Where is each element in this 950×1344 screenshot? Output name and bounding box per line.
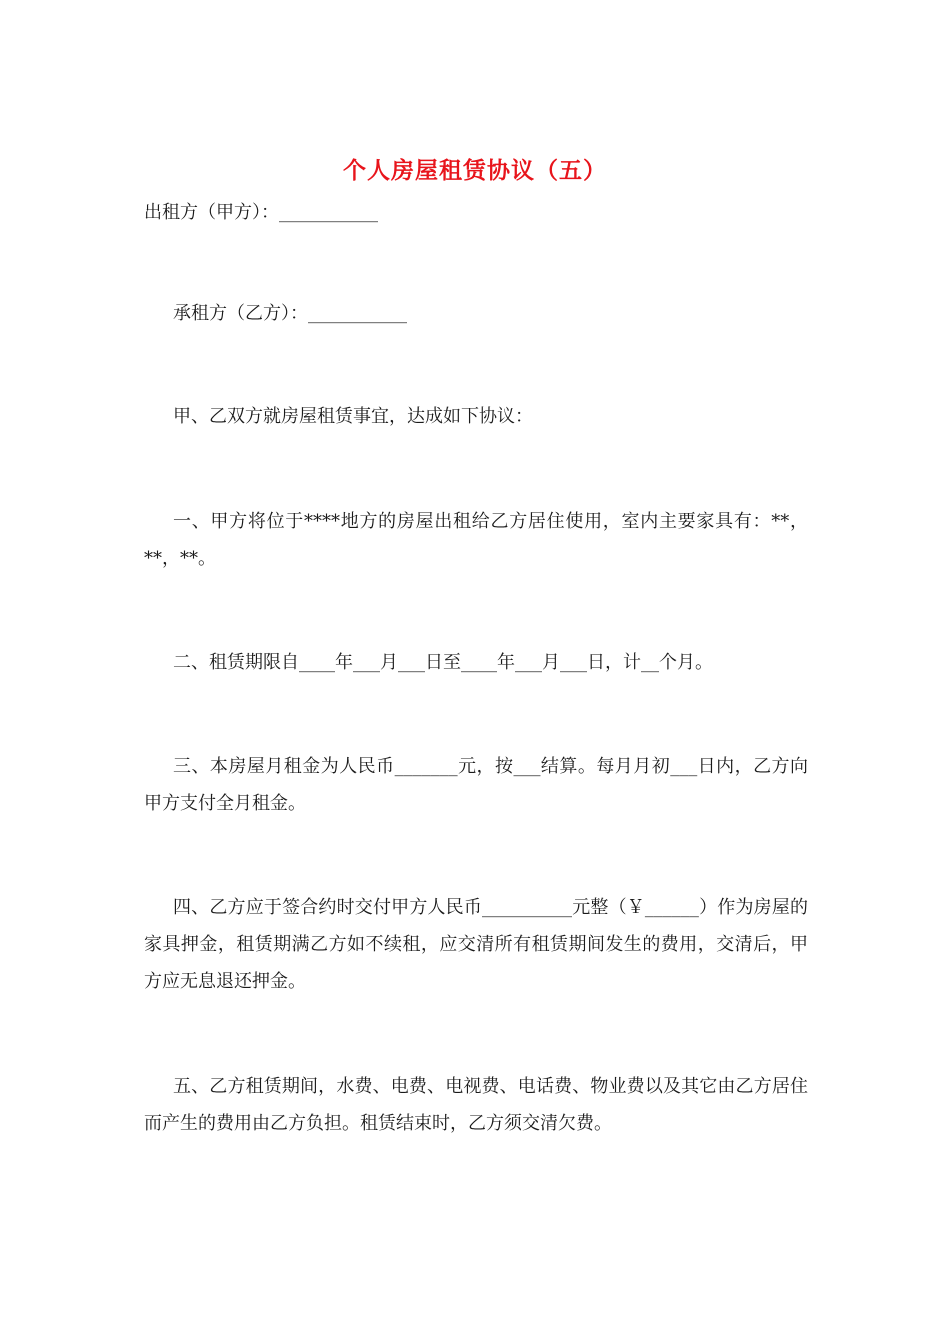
clause-5: 五、乙方租赁期间，水费、电费、电视费、电话费、物业费以及其它由乙方居住而产生的费用由乙方负担。租赁结束时，乙方须交清欠费。 — [144, 1076, 808, 1134]
clause-4: 四、乙方应于签合约时交付甲方人民币__________元整（￥______）作为房屋的家具押金，租赁期满乙方如不续租，应交清所有租赁期间发生的费用，交清后，甲方应无息退还押金。 — [144, 897, 808, 992]
lessor-line: 出租方（甲方）：___________ — [144, 202, 378, 223]
agreement-intro: 甲、乙双方就房屋租赁事宜，达成如下协议： — [173, 406, 533, 427]
clause-3: 三、本房屋月租金为人民币_______元，按___结算。每月月初___日内，乙方向甲方支付全月租金。 — [144, 756, 808, 814]
document-title: 个人房屋租赁协议（五） — [343, 157, 607, 184]
lessee-line: 承租方（乙方）：___________ — [173, 303, 407, 324]
clause-2: 二、租赁期限自____年___月___日至____年___月___日，计__个月。 — [173, 652, 713, 673]
clause-1: 一、甲方将位于****地方的房屋出租给乙方居住使用，室内主要家具有：**，**，**。 — [144, 511, 808, 569]
